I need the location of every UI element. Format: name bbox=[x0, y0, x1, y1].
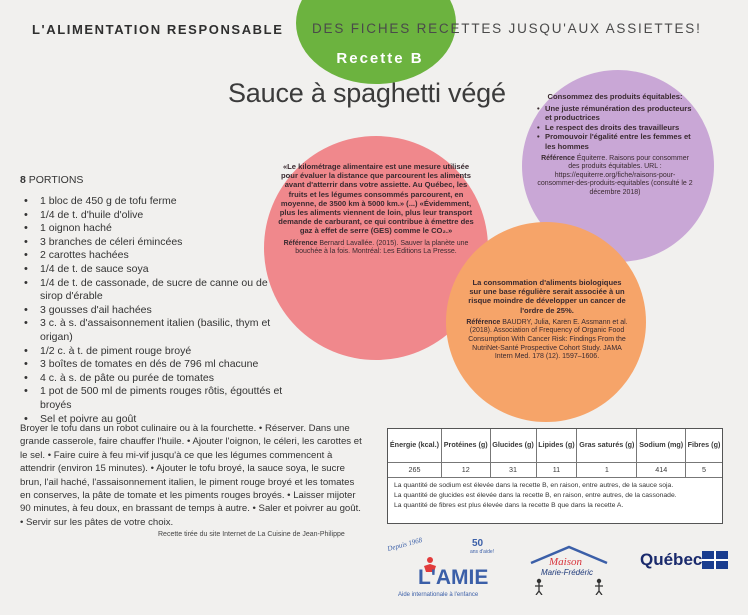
lamie-tagline: Aide internationale à l'enfance bbox=[398, 592, 479, 598]
nutrition-note: La quantité de glucides est élevée dans la recette B, en raison, entre autres, de la cassonade. bbox=[394, 491, 677, 499]
nutrition-header: Protéines (g) bbox=[441, 429, 490, 462]
list-item: • Promouvoir l'égalité entre les femmes et les hommes bbox=[536, 132, 694, 151]
nutrition-header: Glucides (g) bbox=[490, 429, 536, 462]
list-item: • Le respect des droits des travailleurs bbox=[536, 123, 694, 133]
ingredient-item: • 1 pot de 500 ml de piments rouges rôtis, égouttés et broyés bbox=[20, 385, 285, 412]
recipe-label: Recette B bbox=[336, 50, 424, 67]
maison-line2: Marie-Frédéric bbox=[541, 568, 594, 577]
reference-label: Référence bbox=[283, 239, 318, 247]
lamie-name: L'AMIE bbox=[418, 566, 489, 589]
figure-icon bbox=[537, 579, 541, 583]
portions bbox=[20, 174, 83, 186]
organic-box bbox=[466, 278, 628, 362]
organic-reference bbox=[466, 319, 628, 362]
reference-label: Référence bbox=[541, 154, 575, 162]
figure-head-icon bbox=[427, 557, 433, 563]
ingredient-item: • 3 boîtes de tomates en dés de 796 ml chacune bbox=[20, 358, 285, 372]
nutrition-value: 5 bbox=[685, 462, 722, 477]
food-miles-box bbox=[278, 162, 474, 257]
quebec-wordmark: Québec bbox=[640, 550, 703, 569]
ingredient-item: • 4 c. à s. de pâte ou purée de tomates bbox=[20, 372, 285, 386]
food-miles-quote: «Le kilométrage alimentaire est une mesure utilisée pour évaluer la distance que parcourent les aliments avant d'atterrir dans votre assiette. Au Québec, les fruits et les légumes consommés parcourent, en moyenne, de 3500 km à 5000 km.» (...) «Évidemment, plus les aliments viennent de loin, plus leur transport demande de carburant, ce qui contribue à émettre des gaz à effet de serre (GES) comme le CO₂.» bbox=[278, 162, 474, 236]
quebec-flag-icon bbox=[702, 551, 728, 569]
lamie-logo bbox=[384, 534, 504, 604]
fair-trade-list bbox=[536, 104, 694, 152]
ingredient-item: • 3 branches de céleri émincées bbox=[20, 236, 285, 250]
ingredient-item: • 1/2 c. à t. de piment rouge broyé bbox=[20, 345, 285, 359]
ingredient-item: • 1 bloc de 450 g de tofu ferme bbox=[20, 195, 285, 209]
ingredient-list bbox=[20, 195, 285, 426]
page-title: Sauce à spaghetti végé bbox=[228, 78, 506, 108]
lamie-years-sub: ans d'aide! bbox=[470, 549, 495, 555]
ingredient-item: • 1/4 de t. de sauce soya bbox=[20, 263, 285, 277]
nutrition-value: 1 bbox=[577, 462, 637, 477]
reference-text: Équiterre. Raisons pour consommer des produits équitables. URL : https://equiterre.org/fiche/raisons-pour-consommer-des-produits-equitables (consulté le 2 décembre 2018) bbox=[537, 154, 693, 196]
nutrition-value: 11 bbox=[536, 462, 577, 477]
nutrition-value: 12 bbox=[441, 462, 490, 477]
portions-number: 8 bbox=[20, 174, 26, 186]
ingredient-item: • 3 gousses d'ail hachées bbox=[20, 304, 285, 318]
organic-title: La consommation d'aliments biologiques sur une base régulière serait associée à un risque moindre de développer un cancer de l'ordre de 25%. bbox=[468, 278, 626, 315]
figure-icon bbox=[597, 579, 601, 583]
portions-label: PORTIONS bbox=[28, 174, 84, 186]
quebec-logo bbox=[640, 548, 732, 574]
nutrition-header: Énergie (kcal.) bbox=[388, 429, 441, 462]
nutrition-header: Gras saturés (g) bbox=[577, 429, 637, 462]
nutrition-header: Lipides (g) bbox=[536, 429, 577, 462]
reference-text: Bernard Lavallée. (2015). Sauver la planète une bouchée à la fois. Montréal: Les Editions La Presse. bbox=[295, 239, 469, 256]
recipe-source: Recette tirée du site Internet de La Cuisine de Jean-Philippe bbox=[158, 531, 345, 538]
figure-limbs-icon bbox=[595, 583, 603, 595]
nutrition-header: Fibres (g) bbox=[685, 429, 722, 462]
maison-line1: Maison bbox=[549, 556, 582, 568]
ingredient-item: • 1/4 de t. de cassonade, de sucre de canne ou de sirop d'érable bbox=[20, 277, 285, 304]
ingredient-item: • 2 carottes hachées bbox=[20, 249, 285, 263]
reference-label: Référence bbox=[466, 318, 501, 326]
list-item: • Une juste rémunération des producteurs et productrices bbox=[536, 104, 694, 123]
food-miles-reference bbox=[278, 240, 474, 258]
nutrition-value: 265 bbox=[388, 462, 441, 477]
fair-trade-reference bbox=[536, 155, 694, 198]
ingredient-item: • 3 c. à s. d'assaisonnement italien (basilic, thym et origan) bbox=[20, 317, 285, 344]
nutrition-note: La quantité de fibres est plus élevée dans la recette B que dans la recette A. bbox=[394, 502, 624, 510]
nutrition-value: 31 bbox=[490, 462, 536, 477]
lamie-since: Depuis 1968 bbox=[386, 536, 424, 553]
header-title-left: L'ALIMENTATION RESPONSABLE bbox=[32, 22, 284, 37]
nutrition-value: 414 bbox=[637, 462, 686, 477]
nutrition-note: La quantité de sodium est élevée dans la recette B, en raison, entre autres, de la sauce soja. bbox=[394, 481, 674, 489]
header-title-right: DES FICHES RECETTES JUSQU'AUX ASSIETTES! bbox=[312, 21, 702, 36]
nutrition-notes bbox=[388, 478, 722, 515]
lamie-years: 50 bbox=[472, 538, 484, 549]
nutrition-header: Sodium (mg) bbox=[637, 429, 686, 462]
ingredient-item: • 1 oignon haché bbox=[20, 222, 285, 236]
maison-logo bbox=[527, 545, 611, 595]
fair-trade-title: Consommez des produits équitables: bbox=[547, 92, 683, 101]
reference-text: BAUDRY, Julia, Karen E. Assmann et al. (2018). Association of Frequency of Organic Food Consumption With Cancer Risk: Findings From the NutriNet-Santé Prospective Cohort Study. JAMA Intern Med. 178 (12). 1597–1606. bbox=[468, 318, 628, 361]
fair-trade-box bbox=[536, 92, 694, 198]
recipe-badge-circle bbox=[296, 0, 456, 84]
figure-limbs-icon bbox=[535, 583, 543, 595]
ingredient-item: • Sel et poivre au goût bbox=[20, 413, 285, 427]
recipe-instructions: Broyer le tofu dans un robot culinaire ou à la fourchette. • Réserver. Dans une grande casserole, faire chauffer l'huile. • Ajouter l'oignon, le céleri, les carottes et le sel. • Faire cuire à feu mi-vif jusqu'à ce que les légumes commencent à attendrir (environ 15 minutes). • Ajouter le tofu broyé, la sauce soya, le sucre brun, l'ail haché, l'assaisonnement italien, le piment rouge broyé et les tomates en conserves, la pâte de tomate et les piments rouges broyés. • Laisser mijoter 90 minutes, à feu doux, en brassant de temps à autre. • Saler et poivrer au goût. • Servir sur les pâtes de votre choix. bbox=[20, 423, 362, 528]
nutrition-header-row bbox=[388, 429, 722, 462]
nutrition-table bbox=[387, 428, 723, 524]
nutrition-value-row bbox=[388, 462, 722, 477]
ingredient-item: • 1/4 de t. d'huile d'olive bbox=[20, 209, 285, 223]
